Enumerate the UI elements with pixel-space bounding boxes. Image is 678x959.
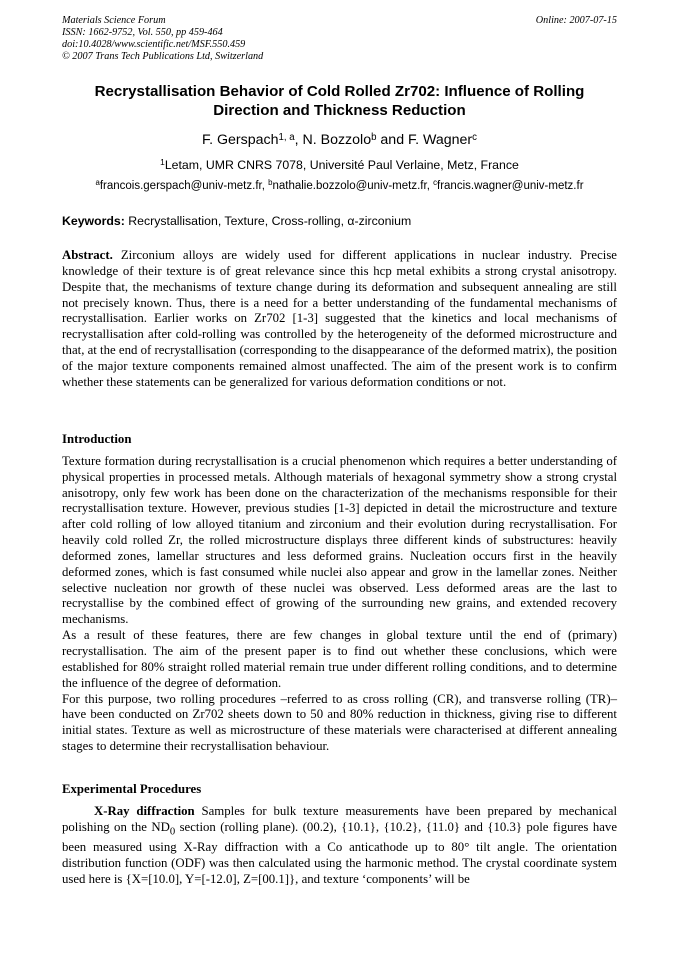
author-superscript: 1, a (278, 131, 295, 143)
abstract-label: Abstract. (62, 248, 113, 262)
affiliation-text: Letam, UMR CNRS 7078, Université Paul Verlaine, Metz, France (164, 158, 519, 172)
online-date: Online: 2007-07-15 (535, 15, 617, 26)
paper-title: Recrystallisation Behavior of Cold Rolled Zr702: Influence of Rolling Direction and Thickness Reduction (94, 83, 585, 119)
affiliation (62, 157, 617, 173)
abstract-text: Zirconium alloys are widely used for different applications in nuclear industry. Precise knowledge of their texture is of great relevance since this hcp metal exhibits a strong crystal anisotropy. Despite that, the mechanisms of texture change during its deformation and subsequent annealing are still not precisely known. Thus, there is a need for a better understanding of the fundamental mechanisms of recrystallisation. Earlier works on Zr702 [1-3] suggested that the kinetics and local mechanisms of recrystallisation after cold-rolling was controlled by the heterogeneity of the deformed microstructure and that, at the end of recrystallisation (corresponding to the disappearance of the deformed matrix), the position of the major texture components remained almost unaffected. The aim of the present work is to confirm whether these statements can be generalized for various deformation conditions or not. (62, 248, 617, 389)
experimental-text: Samples for bulk texture measurements have been prepared by mechanical polishing on the ND (62, 803, 617, 834)
email-link[interactable]: francois.gerspach@univ-metz.fr, (99, 180, 269, 192)
xrd-subheading: X-Ray diffraction (94, 803, 195, 818)
keywords (62, 213, 617, 229)
abstract-section (62, 248, 617, 391)
email-superscript: a (95, 178, 100, 188)
author-name: F. Gerspach (202, 132, 279, 148)
journal-header (62, 15, 617, 63)
doi-line: doi:10.4028/www.scientific.net/MSF.550.459 (62, 39, 246, 51)
copyright-line: © 2007 Trans Tech Publications Ltd, Switzerland (62, 51, 264, 63)
keywords-label: Keywords: (62, 214, 125, 228)
author-name: , N. Bozzolo (294, 132, 372, 148)
experimental-section (62, 782, 617, 888)
author-emails (62, 178, 617, 194)
email-link[interactable]: francis.wagner@univ-metz.fr (437, 180, 584, 192)
experimental-text: section (rolling plane). (00.2), {10.1}, {10.2}, {11.0} and {10.3} pole figures have been measured using X-Ray diffraction with a Co anticathode up to 80° tilt angle. The orientation distribution function (ODF) was then calculated using the harmonic method. The crystal coordinate system used here is {X=[10.0], Y=[-12.0], Z=[00.1]}, and texture ‘components’ will be (62, 819, 617, 886)
experimental-heading: Experimental Procedures (62, 782, 202, 796)
introduction-paragraph: As a result of these features, there are few changes in global texture until the end of (primary) recrystallisation. The aim of the present paper is to find out whether these conclusions, which were established for 80% straight rolled material remain true under different rolling conditions, and to determine the influence of the degree of deformation. (62, 628, 617, 690)
introduction-heading: Introduction (62, 432, 132, 446)
introduction-paragraph: Texture formation during recrystallisation is a crucial phenomenon which requires a better understanding of physical properties in processed metals. Although materials of hexagonal symmetry show a strong crystal anisotropy, only few work has been done on the characterization of the mechanisms responsible for their recrystallisation texture. However, previous studies [1-3] depicted in detail the microstructure and texture after cold rolling of low alloyed titanium and zirconium and their evolution during recrystallisation. For heavily cold rolled Zr, the rolled microstructure displays three different kinds of substructures: heavily deformed zones, lamellar structures and less deformed grains. Nucleation occurs first in the heavily deformed zones, which is fast consumed while nuclei also appear and grow in the lamellar zones. Neither selective nucleation nor growth of these nuclei was observed. Less deformed areas are the last to recrystallise by the combined effect of growing of the surrounding new grains, and extended recovery mechanisms. (62, 453, 617, 627)
keywords-text: Recrystallisation, Texture, Cross-rolling, α-zirconium (124, 214, 412, 228)
email-superscript: b (268, 178, 273, 188)
email-link[interactable]: nathalie.bozzolo@univ-metz.fr, (272, 180, 434, 192)
affiliation-superscript: 1 (160, 157, 165, 168)
email-superscript: c (433, 178, 437, 188)
introduction-section (62, 432, 617, 755)
abstract-paragraph (62, 248, 617, 391)
nd-subscript: 0 (169, 826, 176, 838)
author-superscript: c (472, 131, 477, 143)
author-superscript: b (371, 131, 377, 143)
author-name: and F. Wagner (376, 132, 473, 148)
issn-line: ISSN: 1662-9752, Vol. 550, pp 459-464 (62, 27, 223, 39)
experimental-paragraph (62, 804, 617, 888)
author-list (62, 131, 617, 149)
introduction-paragraph: For this purpose, two rolling procedures –referred to as cross rolling (CR), and transverse rolling (TR)– have been conducted on Zr702 sheets down to 50 and 80% reduction in thickness, giving rise to different initial states. Texture as well as microstructure of these materials were characterised at different annealing stages to determine their recrystallisation behaviour. (62, 691, 617, 754)
journal-name: Materials Science Forum (62, 15, 166, 26)
